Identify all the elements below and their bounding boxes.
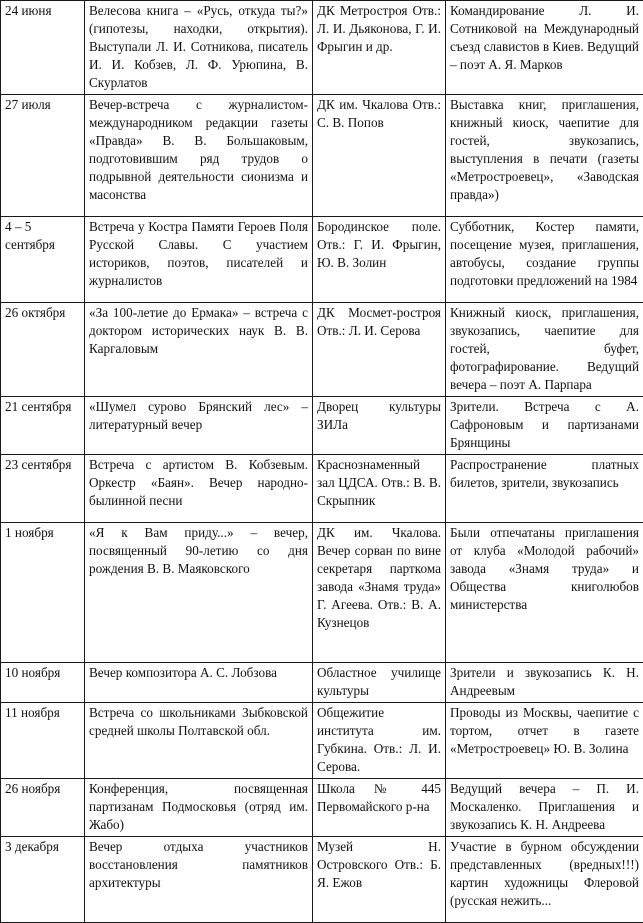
event-cell: Встреча со школьниками Зыбковской средней школы Полтавской обл. <box>85 703 313 779</box>
place-cell: ДК им. Чкалова. Вечер сорван по вине секретаря парткома завода «Знамя труда» Г. Агеева. Отв.: В. А. Кузнецов <box>313 523 446 663</box>
notes-cell: Субботник, Костер памяти, посещение музея, приглашения, автобусы, создание группы подготовки предложений на 1984 <box>446 217 643 303</box>
notes-cell: Проводы из Москвы, чаепитие с тортом, отчет в газете «Метростроевец» Ю. В. Золина <box>446 703 643 779</box>
notes-cell: Были отпечатаны приглашения от клуба «Молодой рабочий» завода «Знамя труда» и Общества книголюбов министерства <box>446 523 643 663</box>
place-cell: Школа № 445 Первомайского р-на <box>313 779 446 837</box>
notes-cell: Командирование Л. И. Сотниковой на Международный съезд славистов в Киев. Ведущий – поэт А. Я. Марков <box>446 1 643 95</box>
event-cell: Велесова книга – «Русь, откуда ты?» (гипотезы, находки, открытия). Выступали Л. И. Сотникова, писатель И. И. Кобзев, Л. Ф. Урюпина, В. Скурлатов <box>85 1 313 95</box>
notes-cell: Зрители. Встреча с А. Сафроновым и партизанами Брянщины <box>446 397 643 455</box>
event-cell: «За 100-летие до Ермака» – встреча с доктором исторических наук В. В. Каргаловым <box>85 303 313 397</box>
event-cell: «Я к Вам приду...» – вечер, посвященный 90-летию со дня рождения В. В. Маяковского <box>85 523 313 663</box>
date-cell: 10 ноября <box>1 663 85 703</box>
notes-cell: Выставка книг, приглашения, книжный киоск, чаепитие для гостей, звукозапись, выступления в печати (газеты «Метростроевец», «Заводская правда») <box>446 95 643 217</box>
event-cell: Встреча с артистом В. Кобзевым. Оркестр «Баян». Вечер народно-былинной песни <box>85 455 313 523</box>
date-cell: 3 декабря <box>1 837 85 923</box>
notes-cell: Распространение платных билетов, зрители, звукозапись <box>446 455 643 523</box>
event-cell: Вечер-встреча с журналистом-международником редакции газеты «Правда» В. В. Большаковым, подготовившим ряд трудов о подрывной деятельности сионизма и масонства <box>85 95 313 217</box>
place-cell: Общежитие института им. Губкина. Отв.: Л. И. Серова. <box>313 703 446 779</box>
date-cell: 1 ноября <box>1 523 85 663</box>
notes-cell: Участие в бурном обсуждении представленных (вредных!!!) картин художницы Флеровой (русская нежить... <box>446 837 643 923</box>
event-cell: Конференция, посвященная партизанам Подмосковья (отряд им. Жабо) <box>85 779 313 837</box>
date-cell: 21 сентября <box>1 397 85 455</box>
notes-cell: Книжный киоск, приглашения, звукозапись, чаепитие для гостей, буфет, фотографирование. Ведущий вечера – поэт А. Парпара <box>446 303 643 397</box>
date-cell: 11 ноября <box>1 703 85 779</box>
event-cell: Встреча у Костра Памяти Героев Поля Русской Славы. С участием историков, поэтов, писателей и журналистов <box>85 217 313 303</box>
event-cell: Вечер отдыха участников восстановления памятников архитектуры <box>85 837 313 923</box>
date-cell: 23 сентября <box>1 455 85 523</box>
table-row <box>1 523 643 663</box>
date-cell: 26 ноября <box>1 779 85 837</box>
date-cell: 4 – 5 сентября <box>1 217 85 303</box>
table-row <box>1 95 643 217</box>
place-cell: ДК им. Чкалова Отв.: С. В. Попов <box>313 95 446 217</box>
place-cell: Музей Н. Островского Отв.: Б. Я. Ежов <box>313 837 446 923</box>
table-row <box>1 397 643 455</box>
notes-cell: Зрители и звукозапись К. Н. Андреевым <box>446 663 643 703</box>
place-cell: ДК Метростроя Отв.: Л. И. Дьяконова, Г. И. Фрыгин и др. <box>313 1 446 95</box>
place-cell: ДК Мосмет-ростроя Отв.: Л. И. Серова <box>313 303 446 397</box>
table-row <box>1 779 643 837</box>
place-cell: Краснознаменный зал ЦДСА. Отв.: В. В. Скрыпник <box>313 455 446 523</box>
event-cell: Вечер композитора А. С. Лобзова <box>85 663 313 703</box>
place-cell: Дворец культуры ЗИЛа <box>313 397 446 455</box>
date-cell: 27 июля <box>1 95 85 217</box>
table-row <box>1 455 643 523</box>
table-row <box>1 663 643 703</box>
date-cell: 26 октября <box>1 303 85 397</box>
table-row <box>1 1 643 95</box>
table-row <box>1 303 643 397</box>
table-row <box>1 703 643 779</box>
place-cell: Областное училище культуры <box>313 663 446 703</box>
date-cell: 24 июня <box>1 1 85 95</box>
event-cell: «Шумел сурово Брянский лес» – литературный вечер <box>85 397 313 455</box>
table-row <box>1 217 643 303</box>
table-row <box>1 837 643 923</box>
place-cell: Бородинское поле. Отв.: Г. И. Фрыгин, Ю. В. Золин <box>313 217 446 303</box>
notes-cell: Ведущий вечера – П. И. Москаленко. Приглашения и звукозапись К. Н. Андреева <box>446 779 643 837</box>
